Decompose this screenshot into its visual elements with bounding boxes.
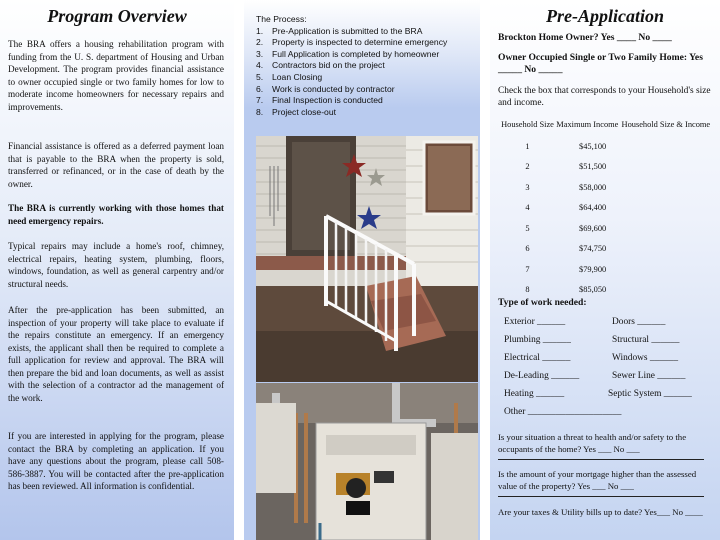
work-plumbing[interactable]: Plumbing ______ [504, 335, 571, 345]
header-household-size: Household Size [501, 120, 554, 129]
overview-paragraph-repairs: Typical repairs may include a home's roof, chimney, electrical repairs, heating system, plumbing, floors, windows, foundation, as well as general carpentry and/or structural needs. [8, 241, 224, 289]
process-step: 8. Project close-out [256, 106, 337, 117]
checkbox-cell [620, 239, 712, 260]
checkbox-cell [620, 280, 712, 301]
work-electrical[interactable]: Electrical ______ [504, 353, 571, 363]
table-row[interactable]: 6 $74,750 [500, 239, 712, 260]
income-table [500, 118, 712, 300]
checkbox-cell [620, 136, 712, 157]
header-maximum-income: Maximum Income [556, 120, 619, 129]
divider [498, 496, 704, 497]
process-step: 7. Final Inspection is conducted [256, 95, 383, 106]
checkbox-cell [620, 177, 712, 198]
process-step: 4. Contractors bid on the project [256, 60, 385, 71]
porch-photo [256, 136, 478, 382]
program-overview-panel [0, 0, 234, 540]
table-row[interactable]: 1 $45,100 [500, 136, 712, 157]
table-row[interactable]: 4 $64,400 [500, 198, 712, 219]
checkbox-cell [620, 218, 712, 239]
overview-paragraph-2: Financial assistance is offered as a deferred payment loan that is payable to the BRA when the property is sold, transferred or refinanced, or in the case of death by the owner. [8, 141, 224, 189]
overview-paragraph-process: After the pre-application has been submitted, an inspection of your property will take place to evaluate if the repairs constitute an emergency. If an emergency exists, the applicant shall then be required to complete a full application for review and approval. The BRA will then prepare the bid and loan documents, as well as assist with the selection of a contractor ad the management of the work. [8, 305, 224, 403]
divider [498, 459, 704, 460]
health-safety-question[interactable]: Is your situation a threat to health and/or safety to the occupants of the home? Yes ___ No ___ [498, 432, 687, 454]
mortgage-question[interactable]: Is the amount of your mortgage higher than the assessed value of the property? Yes ___ No ___ [498, 469, 697, 491]
overview-paragraph-emergency: The BRA is currently working with those homes that need emergency repairs. [8, 203, 224, 226]
brockton-owner-question[interactable]: Brockton Home Owner? Yes ____ No ____ [498, 32, 672, 43]
work-heating[interactable]: Heating ______ [504, 389, 565, 399]
household-instructions: Check the box that corresponds to your Household's size and income. [498, 86, 711, 108]
table-row[interactable]: 5 $69,600 [500, 218, 712, 239]
pre-application-title: Pre-Application [546, 6, 664, 26]
work-septic-system[interactable]: Septic System ______ [608, 389, 692, 399]
work-windows[interactable]: Windows ______ [612, 353, 679, 363]
pre-application-panel [490, 0, 720, 540]
checkbox-cell [620, 157, 712, 178]
work-other[interactable]: Other ____________________ [504, 407, 622, 417]
overview-paragraph-1: The BRA offers a housing rehabilitation program with funding from the U. S. department of Housing and Urban Development. The program provides financial assistance to owner occupied single or two family homes for low to moderate income homeowners for necessary repairs and improvements. [8, 39, 224, 112]
process-step: 3. Full Application is completed by homeowner [256, 48, 440, 59]
process-step: 2. Property is inspected to determine emergency [256, 37, 448, 48]
checkbox-cell [620, 198, 712, 219]
table-row[interactable]: 3 $58,000 [500, 177, 712, 198]
taxes-question[interactable]: Are your taxes & Utility bills up to date? Yes___ No ____ [498, 507, 703, 517]
table-row[interactable]: 2 $51,500 [500, 157, 712, 178]
header-household-size-income: Household Size & Income [621, 120, 711, 129]
table-row[interactable]: 8 $85,050 [500, 280, 712, 301]
work-doors[interactable]: Doors ______ [612, 317, 666, 327]
checkbox-cell [620, 259, 712, 280]
work-sewer-line[interactable]: Sewer Line ______ [612, 371, 686, 381]
overview-paragraph-contact: If you are interested in applying for the program, please contact the BRA by completing an application. If you have any questions about the program, please call 508-586-3887. You will be contacted after the pre-application has been reviewed. All information is confidential. [8, 431, 224, 491]
process-title: The Process: [256, 14, 307, 24]
work-de-leading[interactable]: De-Leading ______ [504, 371, 580, 381]
process-step: 5. Loan Closing [256, 71, 323, 82]
furnace-photo [256, 383, 478, 540]
process-panel [244, 0, 480, 540]
table-row[interactable]: 7 $79,900 [500, 259, 712, 280]
work-structural[interactable]: Structural ______ [612, 335, 680, 345]
process-step: 6. Work is conducted by contractor [256, 83, 395, 94]
work-exterior[interactable]: Exterior ______ [504, 317, 566, 327]
owner-occupied-question[interactable]: Owner Occupied Single or Two Family Home: Yes _____ No _____ [498, 52, 703, 75]
program-overview-title: Program Overview [47, 6, 187, 26]
process-list [256, 14, 447, 118]
work-needed-title: Type of work needed: [498, 297, 587, 308]
process-step: 1. Pre-Application is submitted to the BRA [256, 25, 423, 36]
